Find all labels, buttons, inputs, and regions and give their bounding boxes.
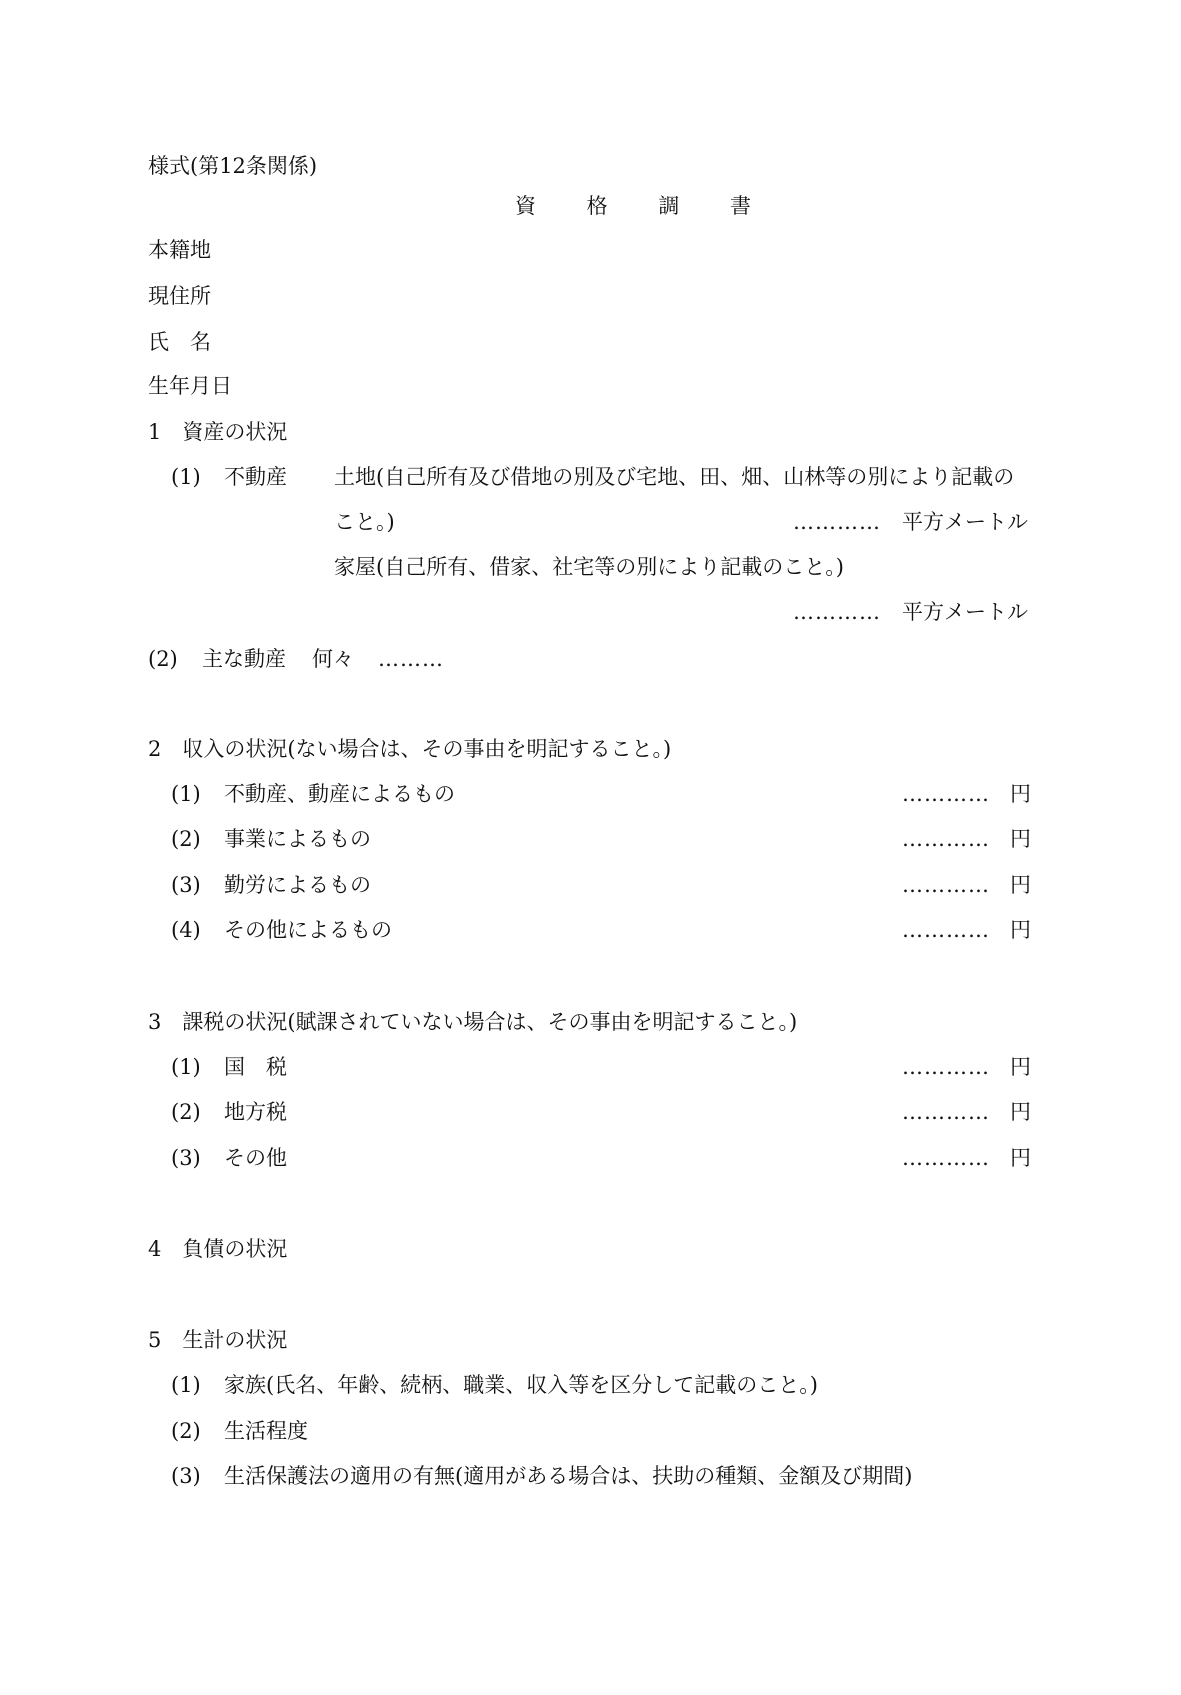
section5-heading: 5 生計の状況 (148, 1328, 288, 1352)
tax-item-unit: 円 (1010, 1055, 1031, 1079)
real-estate-number: (1) (171, 465, 201, 489)
livelihood-item-label: 家族(氏名、年齢、続柄、職業、収入等を区分して記載のこと。) (224, 1373, 818, 1397)
section3-heading: 3 課税の状況(賦課されていない場合は、その事由を明記すること。) (148, 1010, 798, 1034)
tax-item-label: 国 税 (224, 1055, 287, 1079)
tax-item-dots: ………… (902, 1146, 990, 1170)
tax-item-unit: 円 (1010, 1100, 1031, 1124)
house-description: 家屋(自己所有、借家、社宅等の別により記載のこと。) (334, 555, 844, 579)
tax-item-label: その他 (224, 1146, 287, 1170)
domicile-label: 本籍地 (148, 238, 211, 262)
section2-heading: 2 収入の状況(ない場合は、その事由を明記すること。) (148, 737, 672, 761)
income-item-label: 勤労によるもの (224, 873, 371, 897)
livelihood-item-number: (1) (171, 1373, 201, 1397)
tax-item-unit: 円 (1010, 1146, 1031, 1170)
movables-dots: ……… (378, 647, 444, 671)
land-description-line2: こと。) (334, 510, 395, 534)
income-item-unit: 円 (1010, 827, 1031, 851)
income-item-number: (4) (171, 918, 201, 942)
income-item-dots: ………… (902, 827, 990, 851)
form-label: 様式(第12条関係) (148, 154, 318, 178)
land-area-dots: ………… (793, 510, 881, 534)
birthdate-label: 生年月日 (148, 374, 232, 398)
income-item-label: 不動産、動産によるもの (224, 782, 455, 806)
name-label: 氏 名 (148, 330, 211, 354)
income-item-label: その他によるもの (224, 918, 392, 942)
house-area-dots: ………… (793, 600, 881, 624)
tax-item-dots: ………… (902, 1100, 990, 1124)
house-area-unit: 平方メートル (902, 600, 1028, 624)
movables-item: 何々 (312, 647, 354, 671)
land-description-line1: 土地(自己所有及び借地の別及び宅地、田、畑、山林等の別により記載の (334, 465, 1015, 489)
section4-heading: 4 負債の状況 (148, 1237, 288, 1261)
income-item-number: (2) (171, 827, 201, 851)
livelihood-item-label: 生活保護法の適用の有無(適用がある場合は、扶助の種類、金額及び期間) (224, 1464, 913, 1488)
movables-label: 主な動産 (202, 647, 286, 671)
section1-heading: 1 資産の状況 (148, 420, 288, 444)
tax-item-number: (3) (171, 1146, 201, 1170)
livelihood-item-number: (2) (171, 1419, 201, 1443)
income-item-dots: ………… (902, 782, 990, 806)
tax-item-label: 地方税 (224, 1100, 287, 1124)
livelihood-item-label: 生活程度 (224, 1419, 308, 1443)
income-item-dots: ………… (902, 873, 990, 897)
income-item-unit: 円 (1010, 873, 1031, 897)
income-item-label: 事業によるもの (224, 827, 371, 851)
real-estate-label: 不動産 (224, 465, 287, 489)
tax-item-number: (1) (171, 1055, 201, 1079)
livelihood-item-number: (3) (171, 1464, 201, 1488)
income-item-number: (1) (171, 782, 201, 806)
income-item-number: (3) (171, 873, 201, 897)
tax-item-dots: ………… (902, 1055, 990, 1079)
tax-item-number: (2) (171, 1100, 201, 1124)
income-item-dots: ………… (902, 918, 990, 942)
address-label: 現住所 (148, 284, 211, 308)
income-item-unit: 円 (1010, 782, 1031, 806)
land-area-unit: 平方メートル (902, 510, 1028, 534)
movables-number: (2) (148, 647, 178, 671)
document-title: 資 格 調 書 (515, 194, 774, 218)
income-item-unit: 円 (1010, 918, 1031, 942)
